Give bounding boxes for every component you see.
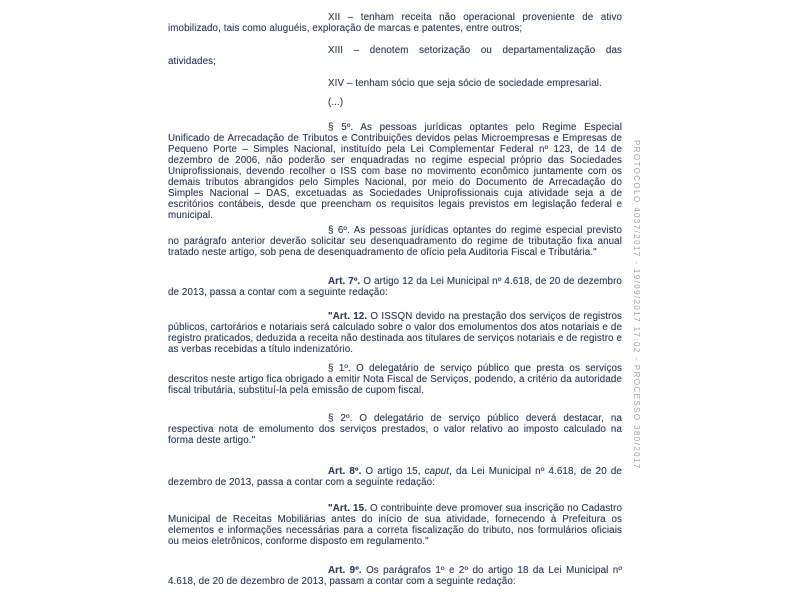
text-run: XIII – denotem setorização ou departamentalização das atividades; (168, 45, 622, 67)
text-run: O ISSQN devido na prestação dos serviços de registros públicos, cartorários e notariais será calculado sobre o valor dos emolumentos dos atos notariais e de registro praticados, deduzida a receita não destinada aos titulares de serviços notariais e de registro e as verbas recebidas a título indenizatório. (168, 311, 622, 355)
protocol-stamp: PROTOCOLO 4037/2017 - 19/09/2017 17:02 - PROCESSO 380/2017 (632, 140, 641, 470)
text-run: Art. 7º. (328, 276, 361, 287)
clause-xii (168, 12, 622, 34)
ellipsis-marker (168, 97, 622, 108)
article-12-par-2 (168, 413, 622, 446)
text-run: § 2º. O delegatário de serviço público deverá destacar, na respectiva nota de emolumento dos serviços prestados, o valor relativo ao imposto calculado na forma deste artigo." (168, 413, 622, 446)
paragraph-6 (168, 225, 622, 258)
text-run: § 5º. As pessoas jurídicas optantes pelo Regime Especial Unificado de Arrecadação de Tributos e Contribuições devidos pelas Microempresas e Empresas de Pequeno Porte – Simples Nacional, instituído pela Lei Complementar Federal nº 123, de 14 de dezembro de 2006, não poderão ser enquadradas no regime especial próprio das Sociedades Uniprofissionais, devendo recolher o ISS com base no movimento econômico juntamente com os demais tributos abrangidos pelo Simples Nacional, por meio do Documento de Arrecadação do Simples Nacional – DAS, excetuadas as Sociedades Uniprofissionais cuja atividade seja a de escritórios contábeis, desde que preencham os requisitos legais previstos em legislação federal e municipal. (168, 122, 622, 221)
paragraph-5 (168, 122, 622, 221)
text-run: "Art. 12. (328, 311, 368, 322)
article-9-caput (168, 565, 622, 587)
document-body (168, 0, 622, 587)
text-run: "Art. 15. (328, 503, 367, 514)
article-12-par-1 (168, 363, 622, 396)
clause-xiv (168, 78, 622, 89)
text-run: caput (424, 466, 450, 477)
article-8-caput (168, 466, 622, 488)
text-run: (...) (328, 97, 344, 108)
text-run: § 1º. O delegatário de serviço público que presta os serviços descritos neste artigo fica obrigado a emitir Nota Fiscal de Serviços, podendo, a critério da autoridade fiscal tributária, substituí-la pela emissão de cupom fiscal. (168, 363, 622, 396)
text-run: Art. 9º. (328, 565, 362, 576)
clause-xiii (168, 45, 622, 67)
article-7-caput (168, 276, 622, 298)
text-run: O artigo 12 da Lei Municipal nº 4.618, de 20 de dezembro de 2013, passa a contar com a seguinte redação: (168, 276, 622, 298)
text-run: XIV – tenham sócio que seja sócio de sociedade empresarial. (328, 78, 602, 89)
text-run: Os parágrafos 1º e 2º do artigo 18 da Lei Municipal nº 4.618, de 20 de dezembro de 2013, passam a contar com a seguinte redação: (168, 565, 622, 587)
article-12-quote (168, 311, 622, 355)
text-run: § 6º. As pessoas jurídicas optantes do regime especial previsto no parágrafo anterior deverão solicitar seu desenquadramento do regime de tributação fixa anual tratado neste artigo, sob pena de desenquadramento de ofício pela Auditoria Fiscal e Tributária." (168, 225, 622, 258)
text-run: XII – tenham receita não operacional proveniente de ativo imobilizado, tais como aluguéis, exploração de marcas e patentes, entre outros; (168, 12, 622, 34)
article-15-quote (168, 503, 622, 547)
text-run: , da Lei Municipal nº 4.618, de 20 de dezembro de 2013, passa a contar com a seguinte redação: (168, 466, 622, 488)
text-run: O contribuinte deve promover sua inscrição no Cadastro Municipal de Receitas Mobiliárias antes do início de sua atividade, fornecendo à Prefeitura os elementos e informações necessárias para a correta fiscalização do tributo, nos formulários oficiais ou meios eletrônicos, conforme disposto em regulamento." (168, 503, 622, 547)
text-run: Art. 8º. (328, 466, 362, 477)
text-run: O artigo 15, (361, 466, 425, 477)
